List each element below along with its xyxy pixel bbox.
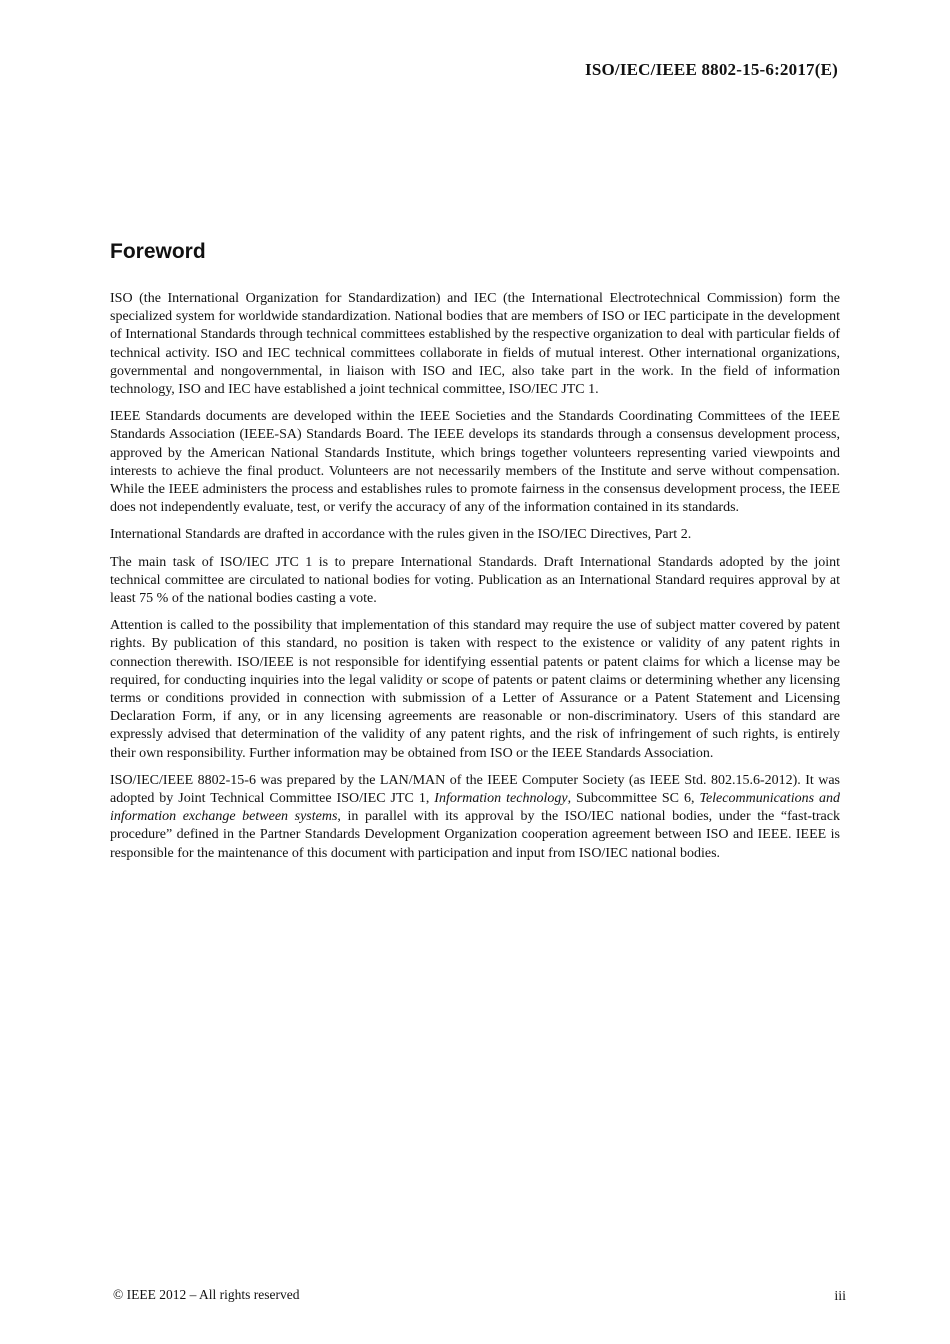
preparation-italic-2: Telecommunications and information exchange between systems [110, 791, 841, 825]
paragraph-patent-notice: Attention is called to the possibility that implementation of this standard may require the use of subject matter covered by patent rights. By publication of this standard, no position is taken with respect to the existence or validity of any patent rights in connection therewith. ISO/IEEE is not responsible for identifying essential patents or patent claims for which a license may be required, for conducting inquiries into the legal validity or scope of patents or patent claims or determining whether any licensing terms or conditions provided in connection with submission of a Letter of Assurance or a Patent Statement and Licensing Declaration Form, if any, or in any licensing agreements are reasonable or non-discriminatory. Users of this standard are expressly advised that determination of the validity of any patent rights, and the risk of infringement of such rights, is entirely their own responsibility. Further information may be obtained from ISO or the IEEE Standards Association. [110, 618, 840, 761]
preparation-text-1: ISO/IEC/IEEE 8802-15-6 was prepared by the LAN/MAN of the IEEE Computer Society (as IEEE Std. 802.15.6-2012). It was adopted by Joint Technical Committee ISO/IEC JTC 1, [110, 772, 840, 807]
paragraph-jtc1-task: The main task of ISO/IEC JTC 1 is to prepare International Standards. Draft International Standards adopted by the joint technical committee are circulated to national bodies for voting. Publication as an International Standard requires approval by at least 75 % of the national bodies casting a vote. [110, 554, 840, 607]
foreword-body [110, 290, 840, 872]
preparation-italic-1: Information technology [434, 791, 568, 807]
paragraph-directives: International Standards are drafted in accordance with the rules given in the ISO/IEC Directives, Part 2. [110, 527, 692, 543]
page-number: iii [834, 1289, 846, 1304]
copyright-notice: © IEEE 2012 – All rights reserved [113, 1287, 300, 1302]
preparation-text-3: , in parallel with its approval by the ISO/IEC national bodies, under the “fast-track procedure” defined in the Partner Standards Development Organization cooperation agreement between ISO and IEEE. IEEE is responsible for the maintenance of this document with participation and input from ISO/IEC national bodies. [110, 809, 840, 861]
document-identifier: ISO/IEC/IEEE 8802-15-6:2017(E) [585, 60, 838, 79]
preparation-text-2: , Subcommittee SC 6, [567, 791, 700, 807]
section-title: Foreword [110, 240, 206, 263]
paragraph-ieee-standards: IEEE Standards documents are developed within the IEEE Societies and the Standards Coordinating Committees of the IEEE Standards Association (IEEE-SA) Standards Board. The IEEE develops its standards through a consensus development process, approved by the American National Standards Institute, which brings together volunteers representing varied viewpoints and interests to achieve the final product. Volunteers are not necessarily members of the Institute and serve without compensation. While the IEEE administers the process and establishes rules to promote fairness in the consensus development process, the IEEE does not independently evaluate, test, or verify the accuracy of any of the information contained in its standards. [110, 409, 840, 516]
paragraph-iso-iec: ISO (the International Organization for Standardization) and IEC (the International Electrotechnical Commission) form the specialized system for worldwide standardization. National bodies that are members of ISO or IEC participate in the development of International Standards through technical committees established by the respective organization to deal with particular fields of technical activity. ISO and IEC technical committees collaborate in fields of mutual interest. Other international organizations, governmental and nongovernmental, in liaison with ISO and IEC, also take part in the work. In the field of information technology, ISO and IEC have established a joint technical committee, ISO/IEC JTC 1. [110, 291, 840, 398]
paragraph-preparation [110, 772, 840, 863]
